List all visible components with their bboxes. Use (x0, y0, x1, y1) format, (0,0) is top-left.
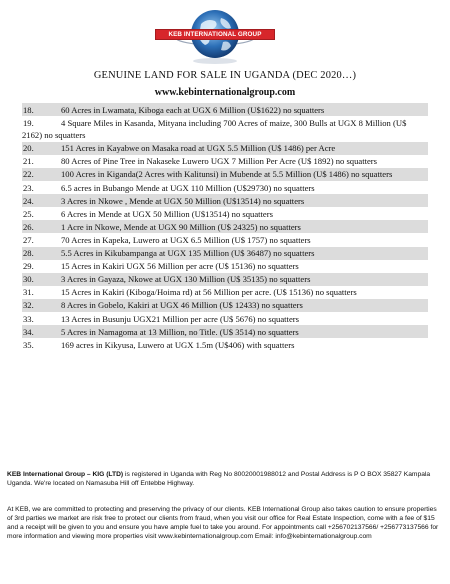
listing-number: 18. (23, 104, 34, 115)
listing-text: 13 Acres in Busunju UGX21 Million per acre (U$ 5676) no squatters (61, 313, 299, 324)
website-link[interactable]: www.kebinternationalgroup.com (154, 87, 296, 98)
logo-text: KEB INTERNATIONAL GROUP (168, 31, 262, 38)
listing-row (22, 338, 428, 351)
listing-row (22, 233, 428, 246)
listing-row (22, 299, 428, 312)
listing-text: 3 Acres in Gayaza, Nkowe at UGX 130 Million (U$ 35135) no squatters (61, 274, 311, 285)
listing-number: 31. (23, 287, 34, 298)
listing-row (22, 116, 428, 142)
listing-row (22, 181, 428, 194)
listing-number: 29. (23, 261, 34, 272)
listing-text: 5 Acres in Namagoma at 13 Million, no Title. (U$ 3514) no squatters (61, 326, 299, 337)
listing-number: 25. (23, 208, 34, 219)
page-title: GENUINE LAND FOR SALE IN UGANDA (DEC 2020…) (93, 70, 357, 81)
company-name: KEB International Group – KIG (LTD) (7, 471, 124, 478)
listing-text: 3 Acres in Nkowe , Mende at UGX 50 Million (U$13514) no squatters (61, 195, 305, 206)
listing-number: 32. (23, 300, 34, 311)
listing-text: 15 Acres in Kakiri (Kiboga/Hoima rd) at 56 Million per acre. (U$ 15136) no squatters (61, 287, 357, 298)
listing-row (22, 273, 428, 286)
listing-text: 1 Acre in Nkowe, Mende at UGX 90 Million (U$ 24325) no squatters (61, 221, 301, 232)
listing-text: 4 Square Miles in Kasanda, Mityana including 700 Acres of maize, 300 Bulls at UGX 8 Million (U$ 2162) no squatters (22, 117, 407, 141)
listing-row (22, 325, 428, 338)
listing-text: 80 Acres of Pine Tree in Nakaseke Luwero UGX 7 Million Per Acre (U$ 1892) no squatters (61, 156, 377, 167)
listing-number: 35. (23, 339, 34, 350)
listing-number: 27. (23, 234, 34, 245)
listing-text: 5.5 Acres in Kikubampanga at UGX 135 Million (U$ 36487) no squatters (61, 248, 315, 259)
listing-text: 8 Acres in Gobelo, Kakiri at UGX 46 Million (U$ 12433) no squatters (61, 300, 303, 311)
listing-row (22, 286, 428, 299)
listing-text: 60 Acres in Lwamata, Kiboga each at UGX 6 Million (U$1622) no squatters (61, 104, 325, 115)
listing-row (22, 168, 428, 181)
listing-row (22, 194, 428, 207)
listing-text: 70 Acres in Kapeka, Luwero at UGX 6.5 Million (U$ 1757) no squatters (61, 234, 311, 245)
listing-number: 33. (23, 313, 34, 324)
listing-row (22, 220, 428, 233)
company-logo (155, 4, 275, 70)
listing-number: 30. (23, 274, 34, 285)
company-details: is registered in Uganda with Reg No 80020001988012 and Postal Address is P O BOX 35827 Kampala Uganda. We're located on Namasuba Hill off Entebbe Highway. (7, 471, 431, 488)
listing-text: 6.5 acres in Bubango Mende at UGX 110 Million (U$29730) no squatters (61, 182, 315, 193)
listing-number: 19. (23, 117, 34, 128)
listing-number: 20. (23, 143, 34, 154)
privacy-notice: At KEB, we are committed to protecting and preserving the privacy of our clients. KEB International Group also takes caution to ensure properties of 3rd parties we market are risk free to protect our clients from fraud, when you visit our office for Real Estate Inspection, come with a fee of $15 and a receipt will be given to you and ensure you have ample fuel to take you around. For appointments call +256702137566/ +256773137566 for more information and viewing more properties visit www.kebinternationalgroup.com Email: info@kebinternationalgroup.com (7, 506, 439, 541)
listing-text: 151 Acres in Kayabwe on Masaka road at UGX 5.5 Million (U$ 1486) per Acre (61, 143, 336, 154)
listing-row (22, 155, 428, 168)
listing-text: 169 acres in Kikyusa, Luwero at UGX 1.5m (U$406) with squatters (61, 339, 295, 350)
company-info (7, 470, 443, 488)
listing-row (22, 260, 428, 273)
listing-number: 24. (23, 195, 34, 206)
listing-number: 21. (23, 156, 34, 167)
listing-number: 26. (23, 221, 34, 232)
listing-row (22, 103, 428, 116)
listing-number: 28. (23, 248, 34, 259)
listing-number: 22. (23, 169, 34, 180)
listing-text: 6 Acres in Mende at UGX 50 Million (U$13514) no squatters (61, 208, 273, 219)
listing-text: 15 Acres in Kakiri UGX 56 Million per acre (U$ 15136) no squatters (61, 261, 299, 272)
listing-text: 100 Acres in Kiganda(2 Acres with Kalitunsi) in Mubende at 5.5 Million (U$ 1486) no squatters (61, 169, 393, 180)
listing-row (22, 142, 428, 155)
listing-row (22, 247, 428, 260)
listings-table (22, 103, 428, 351)
listing-number: 23. (23, 182, 34, 193)
listing-row (22, 312, 428, 325)
listing-row (22, 207, 428, 220)
listing-number: 34. (23, 326, 34, 337)
